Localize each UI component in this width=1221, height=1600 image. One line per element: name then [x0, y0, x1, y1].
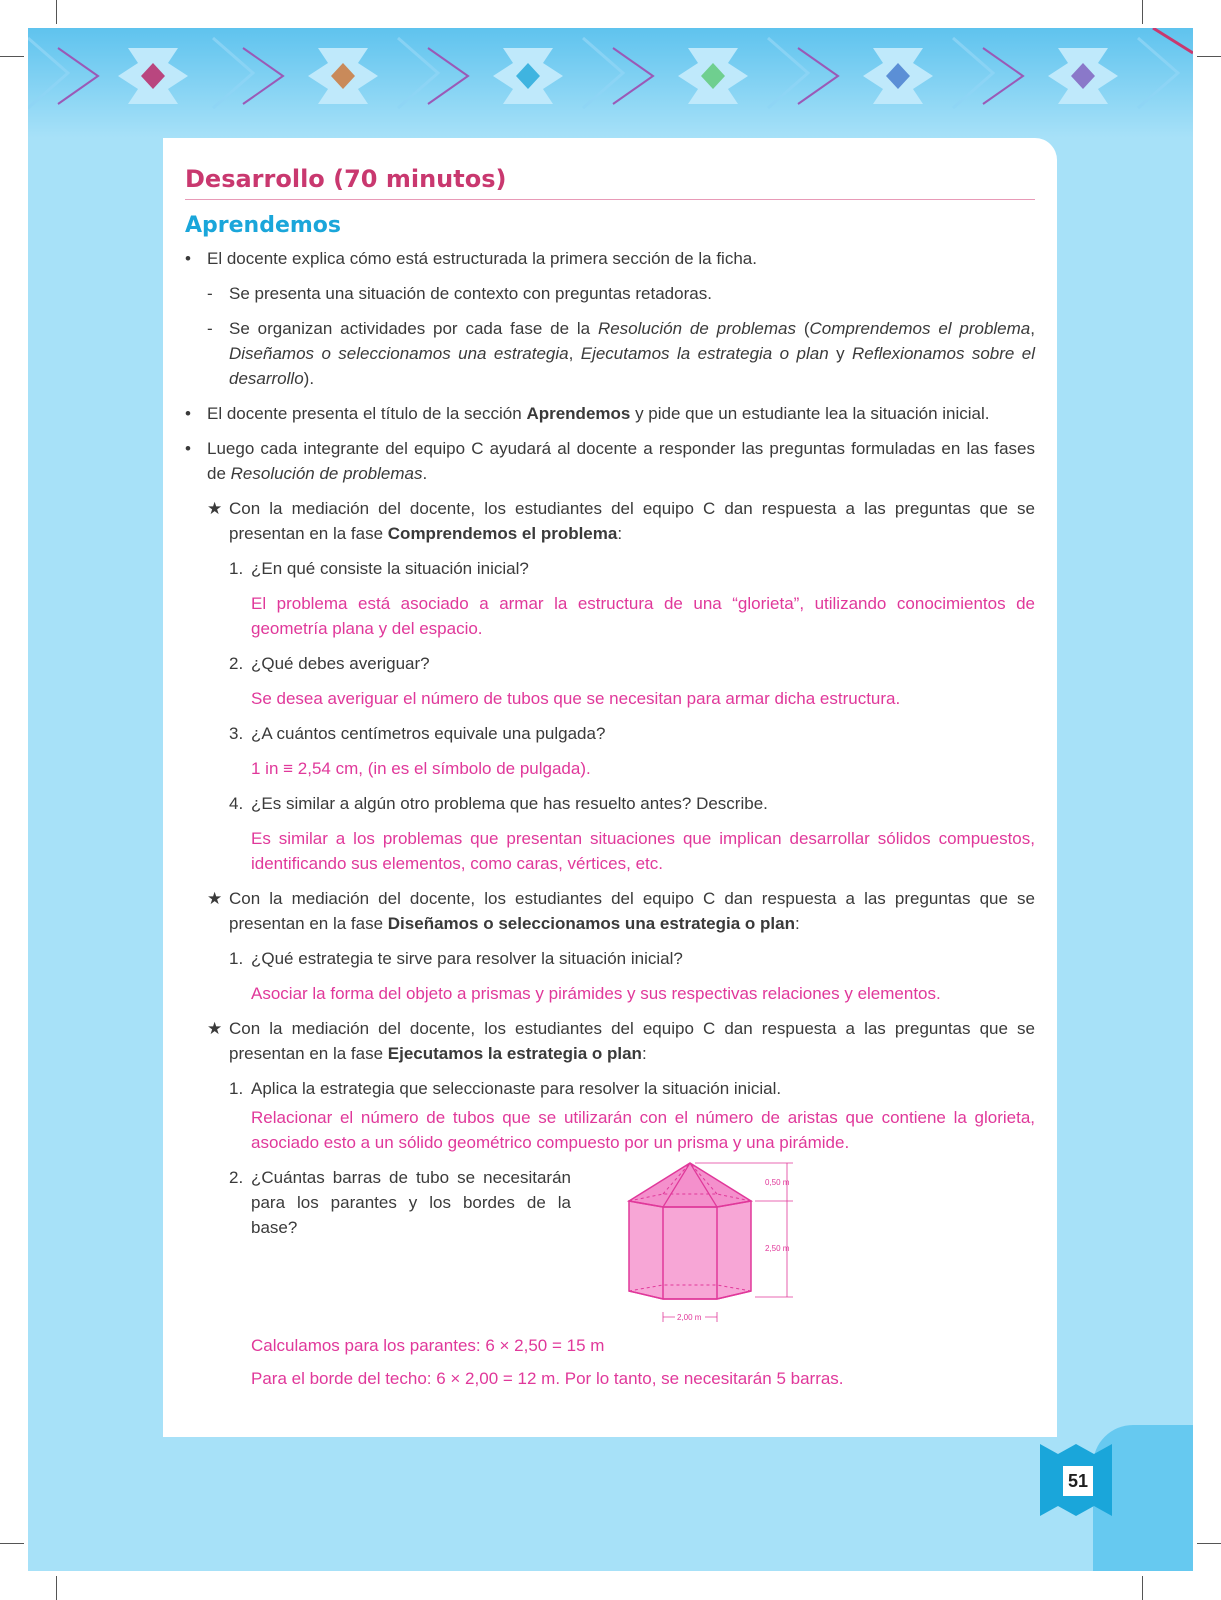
section-subheading: Aprendemos	[185, 213, 342, 238]
calculation-line: Para el borde del techo: 6 × 2,00 = 12 m. Por lo tanto, se necesitarán 5 barras.	[251, 1369, 844, 1388]
crop-mark	[0, 1543, 24, 1544]
number-marker: 3.	[229, 724, 244, 743]
text-run: Se organizan actividades por cada fase de la	[229, 319, 598, 338]
text-run: ,	[1030, 319, 1035, 338]
dash-item	[185, 316, 1035, 391]
text-run: y pide que un estudiante lea la situación inicial.	[630, 404, 990, 423]
dash-marker: -	[207, 319, 213, 338]
text-run: ,	[568, 344, 581, 363]
crop-mark	[1142, 1576, 1143, 1600]
text-run: Comprendemos el problema	[387, 524, 618, 543]
question	[185, 791, 1035, 816]
text-run: Con la mediación del docente, los estudiantes del equipo C dan respuesta a las preguntas que se presentan en la fase	[229, 1019, 1035, 1063]
number-marker: 1.	[229, 1079, 244, 1098]
phase-intro	[185, 1016, 1035, 1066]
question-text: ¿A cuántos centímetros equivale una pulgada?	[251, 724, 606, 743]
section-heading: Desarrollo (70 minutos)	[185, 164, 1035, 200]
text-run: y	[828, 344, 852, 363]
crop-mark	[56, 0, 57, 24]
number-marker: 2.	[229, 1168, 244, 1187]
content-card	[163, 138, 1057, 1437]
crop-mark	[56, 1576, 57, 1600]
number-marker: 1.	[229, 949, 244, 968]
phase-intro	[185, 886, 1035, 936]
text-run: ).	[303, 369, 315, 388]
question-text: ¿En qué consiste la situación inicial?	[251, 559, 529, 578]
text-run: Ejecutamos la estrategia o plan	[580, 344, 829, 363]
star-marker: ★	[207, 889, 223, 908]
answer: Asociar la forma del objeto a prismas y pirámides y sus respectivas relaciones y elementos.	[251, 984, 941, 1003]
bullet-marker: •	[185, 404, 191, 423]
text-run: :	[617, 524, 623, 543]
bullet-item	[185, 401, 1035, 426]
dash-marker: -	[207, 284, 213, 303]
question	[185, 556, 1035, 581]
text-run: .	[422, 464, 428, 483]
dash-text: Se presenta una situación de contexto con preguntas retadoras.	[229, 284, 712, 303]
answer: Es similar a los problemas que presentan situaciones que implican desarrollar sólidos compuestos, identificando sus elementos, como caras, vértices, etc.	[251, 829, 1035, 873]
page-number: 51	[1063, 1466, 1093, 1496]
gazebo-figure	[615, 1161, 845, 1341]
question-text: ¿Es similar a algún otro problema que has resuelto antes? Describe.	[251, 794, 768, 813]
question-text: ¿Qué debes averiguar?	[251, 654, 430, 673]
question-with-figure	[185, 1165, 1035, 1333]
question-text: Aplica la estrategia que seleccionaste para resolver la situación inicial.	[251, 1079, 782, 1098]
crop-mark	[1197, 1543, 1221, 1544]
question	[185, 651, 1035, 676]
star-marker: ★	[207, 1019, 223, 1038]
answer: 1 in ≡ 2,54 cm, (in es el símbolo de pulgada).	[251, 759, 591, 778]
number-marker: 4.	[229, 794, 244, 813]
answer: Relacionar el número de tubos que se utilizarán con el número de aristas que contiene la glorieta, asociado esto a un sólido geométrico compuesto por un prisma y una pirámide.	[251, 1108, 1035, 1152]
phase-intro	[185, 496, 1035, 546]
text-run: Resolución de problemas	[597, 319, 797, 338]
question-text: ¿Qué estrategia te sirve para resolver la situación inicial?	[251, 949, 683, 968]
crop-mark	[1142, 0, 1143, 24]
dimension-label: 0,50 m	[765, 1178, 790, 1187]
answer: El problema está asociado a armar la estructura de una “glorieta”, utilizando conocimientos de geometría plana y del espacio.	[251, 594, 1035, 638]
text-run: :	[794, 914, 800, 933]
question	[185, 721, 1035, 746]
text-run: Con la mediación del docente, los estudiantes del equipo C dan respuesta a las preguntas que se presentan en la fase	[229, 889, 1035, 933]
text-run: :	[641, 1044, 647, 1063]
text-run: El docente presenta el título de la sección	[207, 404, 527, 423]
text-run: Diseñamos o seleccionamos una estrategia o plan	[387, 914, 795, 933]
question	[185, 1076, 1035, 1101]
dash-item	[185, 281, 1035, 306]
pyramid-roof	[629, 1163, 751, 1207]
pattern-graphic	[28, 28, 1193, 138]
text-run: Con la mediación del docente, los estudiantes del equipo C dan respuesta a las preguntas que se presentan en la fase	[229, 499, 1035, 543]
text-run: Resolución de problemas	[230, 464, 423, 483]
decorative-banner	[28, 28, 1193, 138]
text-run: Ejecutamos la estrategia o plan	[387, 1044, 642, 1063]
calculation-line: Calculamos para los parantes: 6 × 2,50 = 15 m	[251, 1336, 605, 1355]
prism-body	[629, 1194, 751, 1299]
text-run: Diseñamos o seleccionamos una estrategia	[229, 344, 569, 363]
crop-mark	[1197, 56, 1221, 57]
bullet-marker: •	[185, 249, 191, 268]
number-marker: 2.	[229, 654, 244, 673]
bullet-item	[185, 246, 1035, 271]
bullet-item	[185, 436, 1035, 486]
text-run: Reflexionamos sobre el desarrollo	[229, 344, 1036, 388]
text-run: (	[796, 319, 810, 338]
bullet-marker: •	[185, 439, 191, 458]
star-marker: ★	[207, 499, 223, 518]
number-marker: 1.	[229, 559, 244, 578]
text-run: Aprendemos	[526, 404, 631, 423]
dimension-label: 2,00 m	[677, 1313, 702, 1322]
text-run: Luego cada integrante del equipo C ayudará al docente a responder las preguntas formuladas en las fases de	[207, 439, 1035, 483]
content	[185, 164, 1035, 1391]
bullet-text: El docente explica cómo está estructurada la primera sección de la ficha.	[207, 249, 757, 268]
question-text: ¿Cuántas barras de tubo se necesitarán para los parantes y los bordes de la base?	[251, 1168, 571, 1237]
answer: Se desea averiguar el número de tubos que se necesitan para armar dicha estructura.	[251, 689, 901, 708]
crop-mark	[0, 56, 24, 57]
text-run: Comprendemos el problema	[809, 319, 1031, 338]
question	[185, 946, 1035, 971]
dimension-label: 2,50 m	[765, 1244, 790, 1253]
